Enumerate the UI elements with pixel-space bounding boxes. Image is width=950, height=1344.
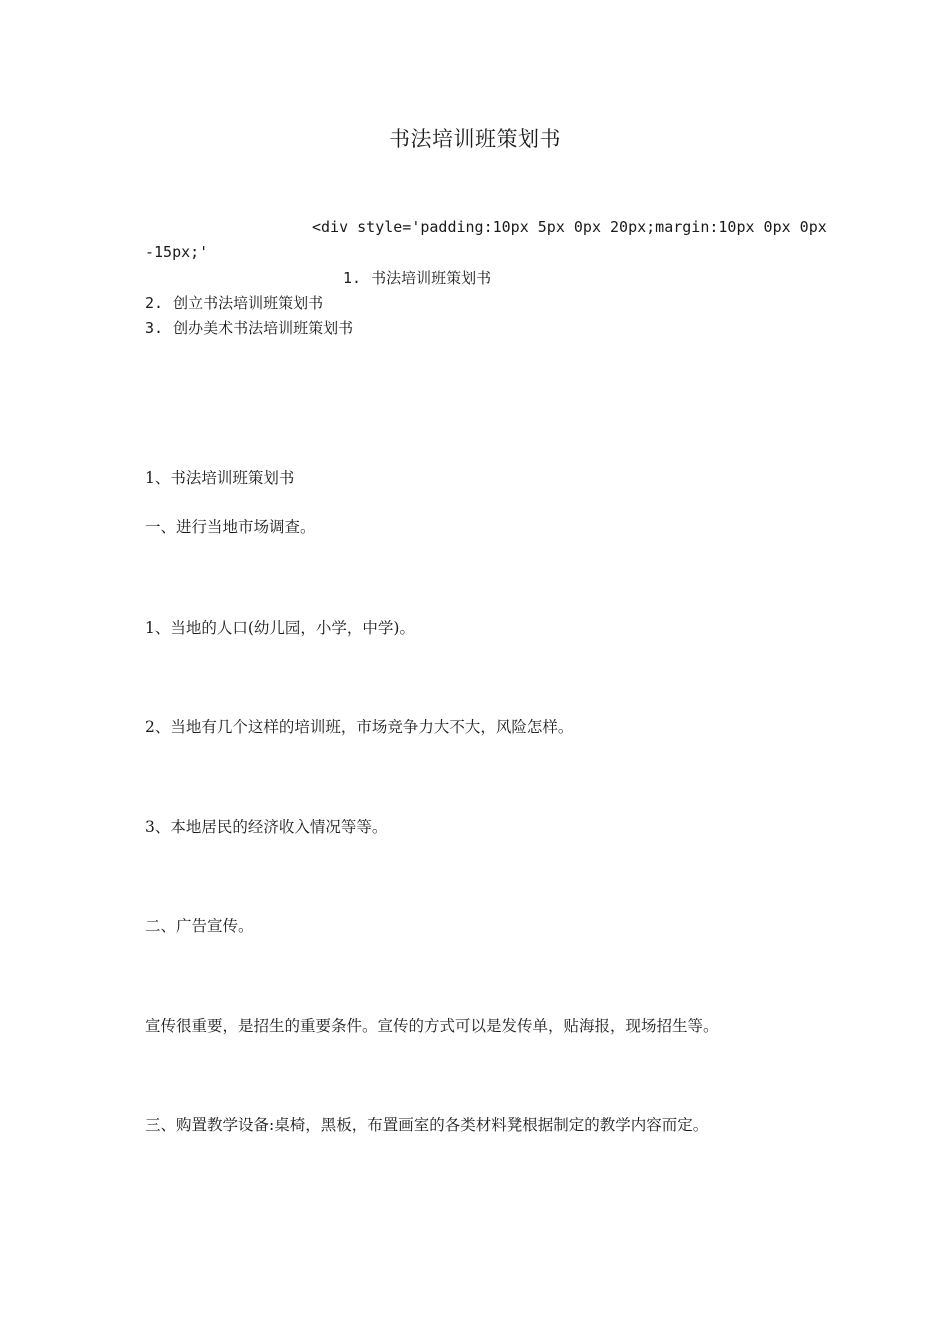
paragraph-income: 3、本地居民的经济收入情况等等。 bbox=[145, 818, 388, 836]
toc-item-number: 1. bbox=[343, 269, 362, 287]
code-snippet-line-1: <div style='padding:10px 5px 0px 20px;margin:10px 0px 0px bbox=[312, 218, 827, 236]
toc-item-label: 书法培训班策划书 bbox=[371, 269, 492, 287]
paragraph-competition: 2、当地有几个这样的培训班，市场竞争力大不大，风险怎样。 bbox=[145, 718, 574, 736]
toc-item-3[interactable] bbox=[145, 317, 353, 338]
toc-item-number: 3. bbox=[145, 319, 164, 337]
section-heading-market-survey: 一、进行当地市场调查。 bbox=[145, 518, 316, 536]
toc-item-label: 创立书法培训班策划书 bbox=[173, 294, 324, 312]
code-snippet-line-2: -15px;' bbox=[145, 243, 209, 261]
toc-item-2[interactable] bbox=[145, 292, 323, 313]
section-heading-advertising: 二、广告宣传。 bbox=[145, 917, 254, 935]
toc-item-label: 创办美术书法培训班策划书 bbox=[173, 319, 354, 337]
toc-item-1[interactable] bbox=[343, 267, 491, 288]
document-title: 书法培训班策划书 bbox=[389, 127, 561, 151]
paragraph-advertising: 宣传很重要，是招生的重要条件。宣传的方式可以是发传单，贴海报，现场招生等。 bbox=[145, 1017, 719, 1035]
section-heading-1: 1、书法培训班策划书 bbox=[145, 469, 295, 487]
section-heading-equipment: 三、购置教学设备:桌椅，黑板，布置画室的各类材料凳根据制定的教学内容而定。 bbox=[145, 1116, 709, 1134]
paragraph-population: 1、当地的人口(幼儿园，小学，中学)。 bbox=[145, 619, 415, 637]
toc-item-number: 2. bbox=[145, 294, 164, 312]
